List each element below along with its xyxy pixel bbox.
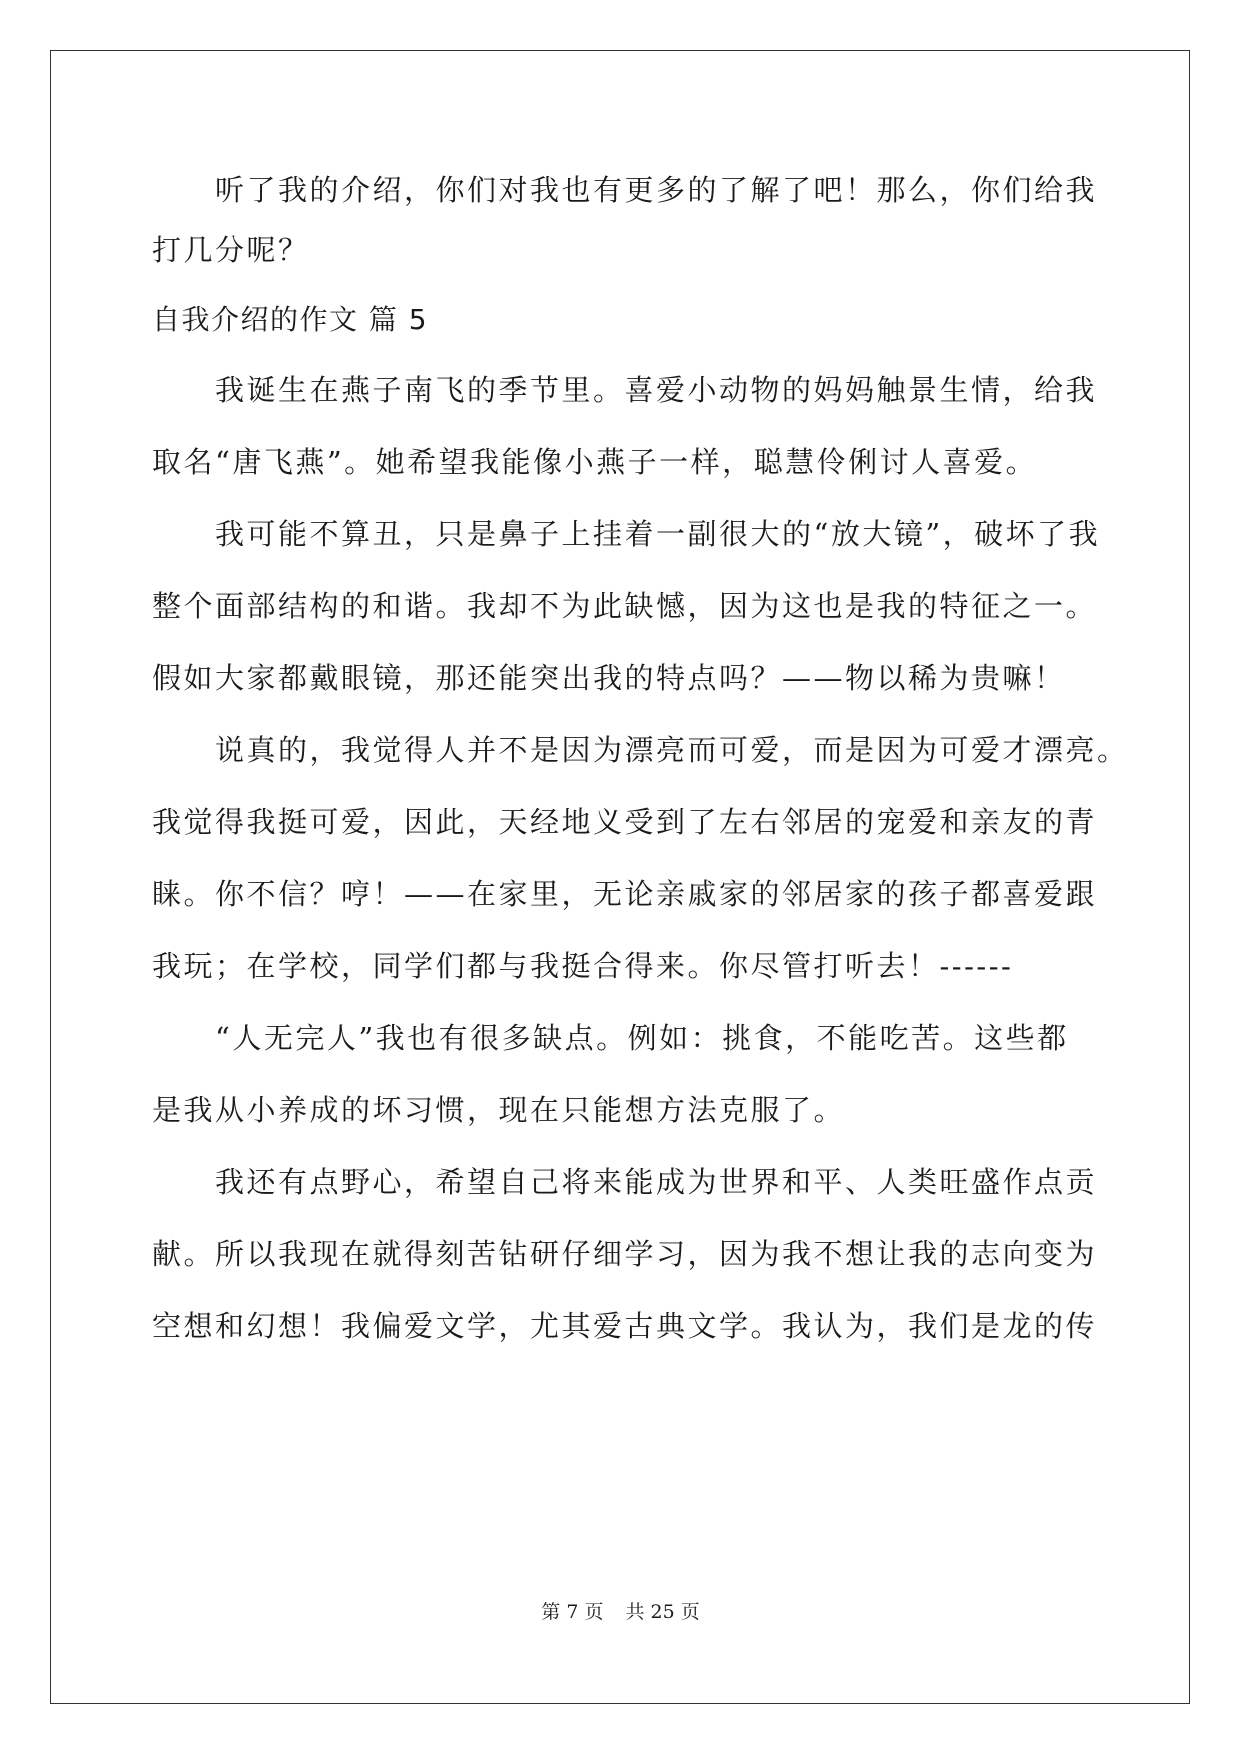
body-line: 打几分呢？ [152, 233, 310, 267]
body-line: 我诞生在燕子南飞的季节里。喜爱小动物的妈妈触景生情，给我 [215, 373, 1098, 407]
body-line: 我还有点野心，希望自己将来能成为世界和平、人类旺盛作点贡 [215, 1165, 1098, 1199]
section-heading: 自我介绍的作文 篇 5 [152, 303, 429, 336]
body-line: 我玩；在学校，同学们都与我挺合得来。你尽管打听去！------ [152, 949, 1014, 983]
body-line: 说真的，我觉得人并不是因为漂亮而可爱，而是因为可爱才漂亮。 [215, 733, 1129, 767]
page-footer [0, 1600, 1241, 1624]
body-line: 听了我的介绍，你们对我也有更多的了解了吧！那么，你们给我 [215, 173, 1098, 207]
page-number: 第 7 页 [541, 1601, 604, 1623]
body-line: 是我从小养成的坏习惯，现在只能想方法克服了。 [152, 1093, 846, 1127]
body-line: 整个面部结构的和谐。我却不为此缺憾，因为这也是我的特征之一。 [152, 589, 1098, 623]
body-line: 空想和幻想！我偏爱文学，尤其爱古典文学。我认为，我们是龙的传 [152, 1309, 1098, 1343]
body-line: 献。所以我现在就得刻苦钻研仔细学习，因为我不想让我的志向变为 [152, 1237, 1098, 1271]
page-total: 共 25 页 [625, 1601, 700, 1623]
body-line: 睐。你不信？哼！——在家里，无论亲戚家的邻居家的孩子都喜爱跟 [152, 877, 1098, 911]
body-line: 取名“唐飞燕”。她希望我能像小燕子一样，聪慧伶俐讨人喜爱。 [152, 445, 1038, 479]
body-line: 假如大家都戴眼镜，那还能突出我的特点吗？——物以稀为贵嘛！ [152, 661, 1066, 695]
body-line: “人无完人”我也有很多缺点。例如：挑食，不能吃苦。这些都 [215, 1021, 1069, 1055]
body-line: 我可能不算丑，只是鼻子上挂着一副很大的“放大镜”，破坏了我 [215, 517, 1101, 551]
body-line: 我觉得我挺可爱，因此，天经地义受到了左右邻居的宠爱和亲友的青 [152, 805, 1098, 839]
